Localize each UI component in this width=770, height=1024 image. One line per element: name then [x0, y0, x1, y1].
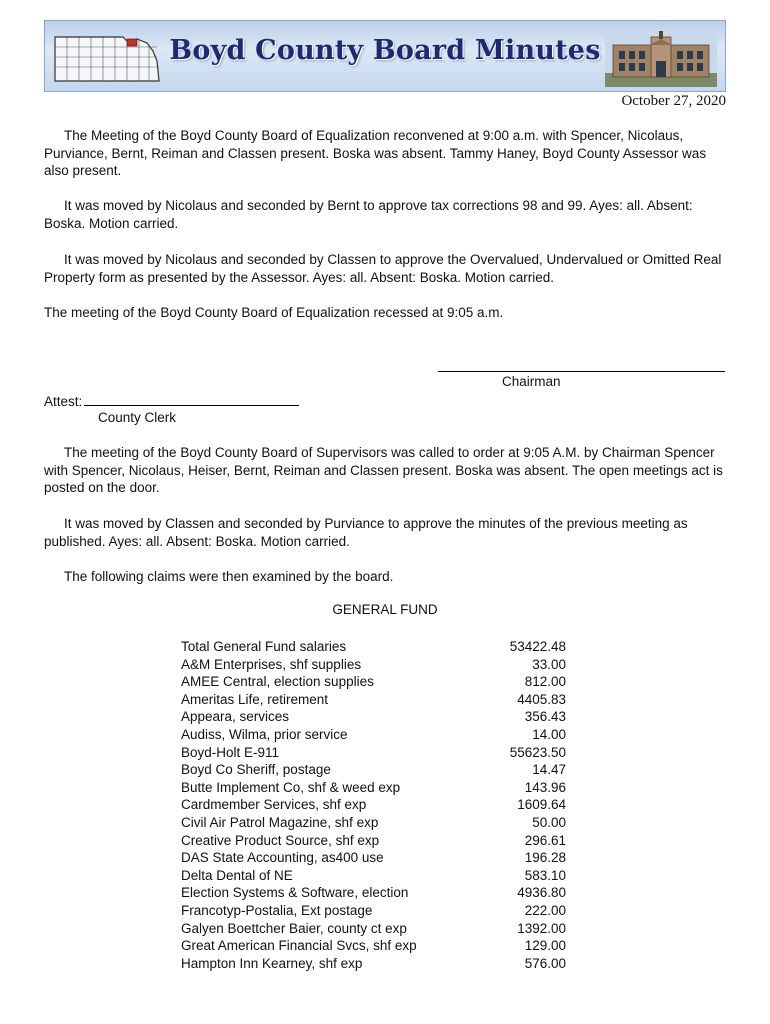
claim-row [181, 726, 566, 744]
paragraph-claims-intro: The following claims were then examined by the board. [64, 569, 394, 584]
claim-payee: Boyd-Holt E-911 [181, 744, 280, 760]
claim-amount: 14.00 [532, 726, 566, 742]
claim-amount: 33.00 [532, 656, 566, 672]
attest-label: Attest: [44, 394, 83, 409]
claim-row [181, 849, 566, 867]
courthouse-building-icon [605, 29, 717, 87]
claim-amount: 55623.50 [509, 744, 566, 760]
claim-row [181, 744, 566, 762]
claim-payee: DAS State Accounting, as400 use [181, 850, 384, 866]
claim-payee: Hampton Inn Kearney, shf exp [181, 955, 363, 971]
claim-amount: 143.96 [524, 779, 566, 795]
claim-payee: Election Systems & Software, election [181, 885, 409, 901]
claim-payee: Civil Air Patrol Magazine, shf exp [181, 814, 379, 830]
page-title: Boyd County Board Minutes [169, 35, 601, 66]
claim-amount: 50.00 [532, 814, 566, 830]
claim-amount: 812.00 [524, 674, 566, 690]
claim-payee: AMEE Central, election supplies [181, 674, 374, 690]
claim-row [181, 761, 566, 779]
paragraph-tax-corrections: It was moved by Nicolaus and seconded by Bernt to approve tax corrections 98 and 99. Ayes: all. Absent: Boska. Motion carried. [44, 198, 693, 231]
claim-row [181, 656, 566, 674]
claim-amount: 4405.83 [517, 691, 566, 707]
paragraph-property-form: It was moved by Nicolaus and seconded by Classen to approve the Overvalued, Undervalued or Omitted Real Property form as presented by the Assessor. Ayes: all. Absent: Boska. Motion carried. [44, 252, 722, 285]
claim-row [181, 691, 566, 709]
claim-payee: Appeara, services [181, 709, 290, 725]
claim-payee: Boyd Co Sheriff, postage [181, 762, 331, 778]
claim-payee: A&M Enterprises, shf supplies [181, 656, 362, 672]
claim-row [181, 814, 566, 832]
paragraph-minutes-approval: It was moved by Classen and seconded by Purviance to approve the minutes of the previous meeting as published. Ayes: all. Absent: Boska. Motion carried. [44, 516, 688, 549]
claim-payee: Cardmember Services, shf exp [181, 797, 367, 813]
claim-amount: 356.43 [524, 709, 566, 725]
general-fund-heading [0, 602, 770, 617]
claim-row [181, 708, 566, 726]
attest-row [44, 392, 299, 409]
claim-amount: 196.28 [524, 850, 566, 866]
claim-row [181, 937, 566, 955]
chairman-label: Chairman [502, 374, 561, 389]
claim-payee: Francotyp-Postalia, Ext postage [181, 902, 373, 918]
header-banner [44, 20, 726, 92]
claim-row [181, 673, 566, 691]
claim-row [181, 832, 566, 850]
claim-row [181, 884, 566, 902]
claim-row [181, 902, 566, 920]
claim-amount: 296.61 [524, 832, 566, 848]
claim-payee: Great American Financial Svcs, shf exp [181, 938, 417, 954]
claim-amount: 53422.48 [509, 639, 566, 654]
claim-payee: Ameritas Life, retirement [181, 691, 329, 707]
claim-amount: 129.00 [524, 938, 566, 954]
county-clerk-label: County Clerk [98, 410, 177, 425]
claim-row [181, 779, 566, 797]
paragraph-equalization-open: The Meeting of the Boyd County Board of Equalization reconvened at 9:00 a.m. with Spencer, Nicolaus, Purviance, Bernt, Reiman and Classen present. Boska was absent. Tammy Haney, Boyd County Assessor was also present. [44, 128, 707, 178]
claim-row [181, 867, 566, 885]
claim-amount: 583.10 [524, 867, 566, 883]
claim-payee: Audiss, Wilma, prior service [181, 726, 348, 742]
claim-row [181, 638, 566, 656]
claim-payee: Delta Dental of NE [181, 867, 293, 883]
chairman-signature-line [438, 371, 725, 372]
claim-payee: Total General Fund salaries [181, 639, 347, 654]
claim-payee: Butte Implement Co, shf & weed exp [181, 779, 401, 795]
claim-payee: Creative Product Source, shf exp [181, 832, 380, 848]
claim-amount: 1609.64 [517, 797, 566, 813]
meeting-date: October 27, 2020 [621, 93, 726, 109]
claim-amount: 1392.00 [517, 920, 566, 936]
claim-row [181, 955, 566, 973]
paragraph-recess: The meeting of the Boyd County Board of Equalization recessed at 9:05 a.m. [44, 305, 504, 320]
claims-list [181, 638, 566, 972]
claim-amount: 576.00 [524, 955, 566, 971]
clerk-signature-line [84, 392, 299, 406]
claim-payee: Galyen Boettcher Baier, county ct exp [181, 920, 407, 936]
paragraph-supervisors-open: The meeting of the Boyd County Board of Supervisors was called to order at 9:05 A.M. by Chairman Spencer with Spencer, Nicolaus, Heiser, Bernt, Reiman and Classen present. Boska was absent. The open meetings act is posted on the door. [44, 445, 723, 495]
claim-amount: 4936.80 [517, 885, 566, 901]
claim-amount: 222.00 [524, 902, 566, 918]
general-fund-title: GENERAL FUND [332, 602, 438, 617]
claim-row [181, 920, 566, 938]
claim-amount: 14.47 [532, 762, 566, 778]
claim-row [181, 796, 566, 814]
